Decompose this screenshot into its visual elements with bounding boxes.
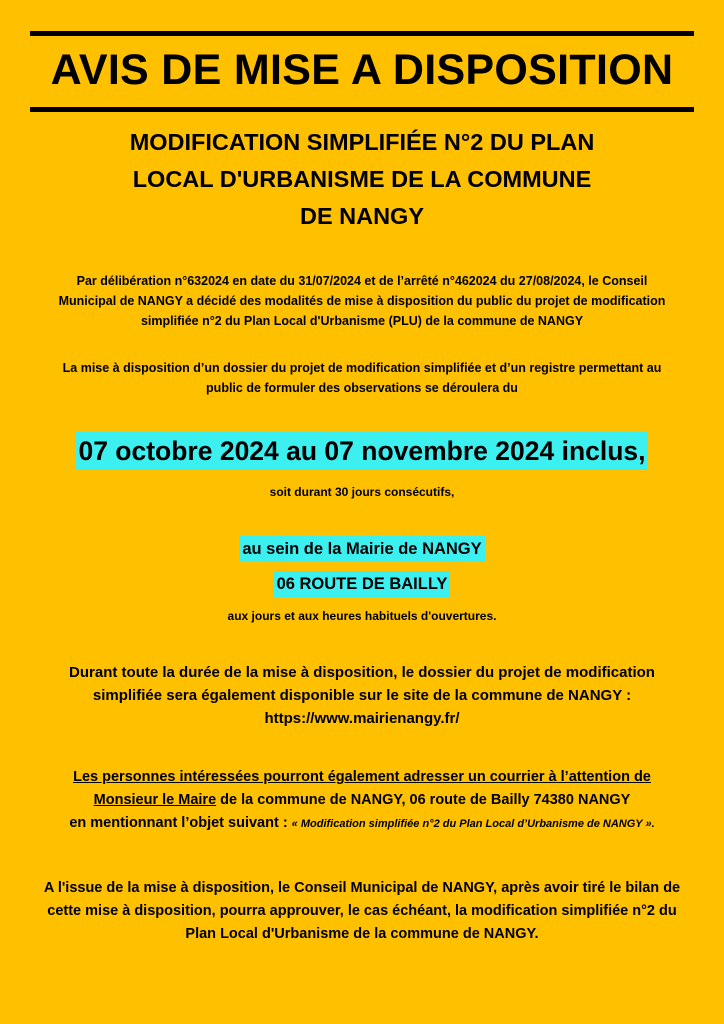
mail-object: « Modification simplifiée n°2 du Plan Local d’Urbanisme de NANGY ». <box>291 818 655 830</box>
mail-paragraph <box>20 766 704 836</box>
mail-object-intro: en mentionnant l’objet suivant : <box>69 815 292 831</box>
intro-paragraph <box>20 271 704 331</box>
subtitle-line: LOCAL D'URBANISME DE LA COMMUNE <box>132 166 592 192</box>
notice-title: AVIS DE MISE A DISPOSITION <box>50 46 674 94</box>
intro-line: Municipal de NANGY a décidé des modalités de mise à disposition du public du projet de modification <box>58 294 666 308</box>
mail-recipient: Monsieur le Maire <box>93 792 217 808</box>
registry-line: public de formuler des observations se déroulera du <box>206 381 518 395</box>
location-address-block <box>0 571 724 597</box>
subtitle-line: DE NANGY <box>299 203 425 229</box>
registry-paragraph <box>20 358 704 398</box>
intro-line: simplifiée n°2 du Plan Local d'Urbanisme (PLU) de la commune de NANGY <box>140 314 584 328</box>
online-paragraph <box>20 661 704 730</box>
conclusion-line: cette mise à disposition, pourra approuver, le cas échéant, la modification simplifiée n°2 du <box>47 903 677 919</box>
period-duration: soit durant 30 jours consécutifs, <box>269 485 455 499</box>
website-link[interactable]: https://www.mairienangy.fr/ <box>264 710 460 727</box>
mail-line <box>20 789 704 812</box>
mail-line: Les personnes intéressées pourront également adresser un courrier à l’attention de <box>73 769 651 785</box>
title-bottom-rule <box>30 107 694 112</box>
conclusion-line: Plan Local d'Urbanisme de la commune de NANGY. <box>185 926 539 942</box>
online-line: Durant toute la durée de la mise à disposition, le dossier du projet de modification <box>69 664 655 681</box>
registry-line: La mise à disposition d’un dossier du projet de modification simplifiée et d’un registre permettant au <box>62 361 662 375</box>
location-hours: aux jours et aux heures habituels d'ouvertures. <box>227 609 497 623</box>
intro-line: Par délibération n°632024 en date du 31/07/2024 et de l’arrêté n°462024 du 27/08/2024, le Conseil <box>76 274 648 288</box>
online-line: simplifiée sera également disponible sur le site de la commune de NANGY : <box>92 687 632 704</box>
period-dates: 07 octobre 2024 au 07 novembre 2024 inclus, <box>76 432 647 470</box>
location-place: au sein de la Mairie de NANGY <box>239 536 484 562</box>
mail-line <box>20 812 704 836</box>
conclusion-paragraph <box>20 877 704 946</box>
notice-subtitle <box>60 124 664 235</box>
subtitle-line: MODIFICATION SIMPLIFIÉE N°2 DU PLAN <box>129 129 595 155</box>
conclusion-line: A l'issue de la mise à disposition, le Conseil Municipal de NANGY, après avoir tiré le bilan de <box>43 880 681 896</box>
location-place-block <box>0 536 724 562</box>
title-top-rule <box>30 31 694 36</box>
location-address: 06 ROUTE DE BAILLY <box>274 571 451 597</box>
mail-address: de la commune de NANGY, 06 route de Bailly 74380 NANGY <box>216 792 631 808</box>
period-dates-block <box>0 432 724 470</box>
